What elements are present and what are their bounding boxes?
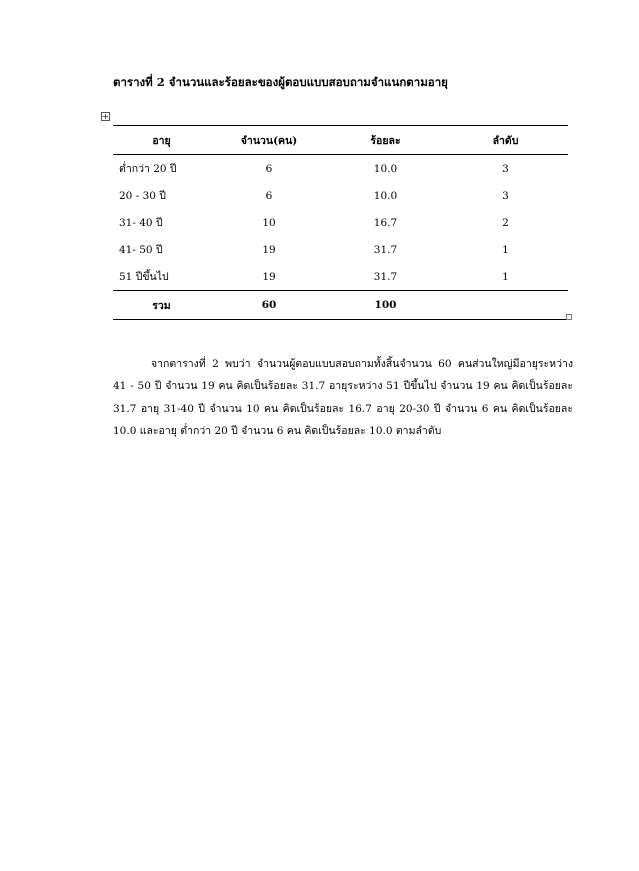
table-row — [113, 263, 568, 291]
cell-rank: 3 — [502, 189, 509, 202]
cell-count: 6 — [265, 189, 273, 202]
total-label: รวม — [113, 291, 210, 320]
cell-age: 41- 50 ปี — [119, 244, 163, 256]
cell-percent: 31.7 — [373, 270, 398, 283]
cell-age: 51 ปีขึ้นไป — [119, 271, 169, 283]
cell-percent: 10.0 — [373, 162, 398, 175]
cell-age: 31- 40 ปี — [119, 217, 163, 229]
age-table — [113, 125, 568, 320]
table-header-row — [113, 126, 568, 155]
table-move-handle-icon[interactable] — [101, 112, 110, 121]
cell-count: 10 — [262, 216, 276, 229]
table-total-row — [113, 291, 568, 320]
cell-rank: 2 — [502, 216, 509, 229]
cell-age: 20 - 30 ปี — [119, 190, 166, 202]
table-resize-handle[interactable] — [566, 314, 572, 320]
cell-percent: 31.7 — [373, 243, 398, 256]
table-row — [113, 209, 568, 236]
cell-count: 19 — [262, 243, 276, 256]
total-count: 60 — [210, 291, 328, 320]
table-caption: ตารางที่ 2 จำนวนและร้อยละของผู้ตอบแบบสอบถามจำแนกตามอายุ — [113, 75, 448, 89]
column-header-age: อายุ — [113, 126, 210, 155]
cell-count: 6 — [265, 162, 273, 175]
cell-rank: 1 — [502, 270, 509, 283]
column-header-rank: ลำดับ — [443, 126, 568, 155]
column-header-percent: ร้อยละ — [328, 126, 443, 155]
total-rank — [443, 291, 568, 320]
cell-count: 19 — [262, 270, 276, 283]
cell-age: ต่ำกว่า 20 ปี — [119, 163, 177, 175]
table-row — [113, 182, 568, 209]
table-row — [113, 155, 568, 183]
cell-rank: 1 — [502, 243, 509, 256]
cell-percent: 10.0 — [373, 189, 398, 202]
total-percent: 100 — [328, 291, 443, 320]
summary-paragraph: จากตารางที่ 2 พบว่า จำนวนผู้ตอบแบบสอบถามทั้งสิ้นจำนวน 60 คนส่วนใหญ่มีอายุระหว่าง 41 - 50 ปี จำนวน 19 คน คิดเป็นร้อยละ 31.7 อายุระหว่าง 51 ปีขึ้นไป จำนวน 19 คน คิดเป็นร้อยละ 31.7 อายุ 31-40 ปี จำนวน 10 คน คิดเป็นร้อยละ 16.7 อายุ 20-30 ปี จำนวน 6 คน คิดเป็นร้อยละ 10.0 และอายุ ต่ำกว่า 20 ปี จำนวน 6 คน คิดเป็นร้อยละ 10.0 ตามลำดับ — [113, 357, 573, 437]
cell-rank: 3 — [502, 162, 509, 175]
column-header-count: จำนวน(คน) — [210, 126, 328, 155]
table-row — [113, 236, 568, 263]
cell-percent: 16.7 — [373, 216, 398, 229]
